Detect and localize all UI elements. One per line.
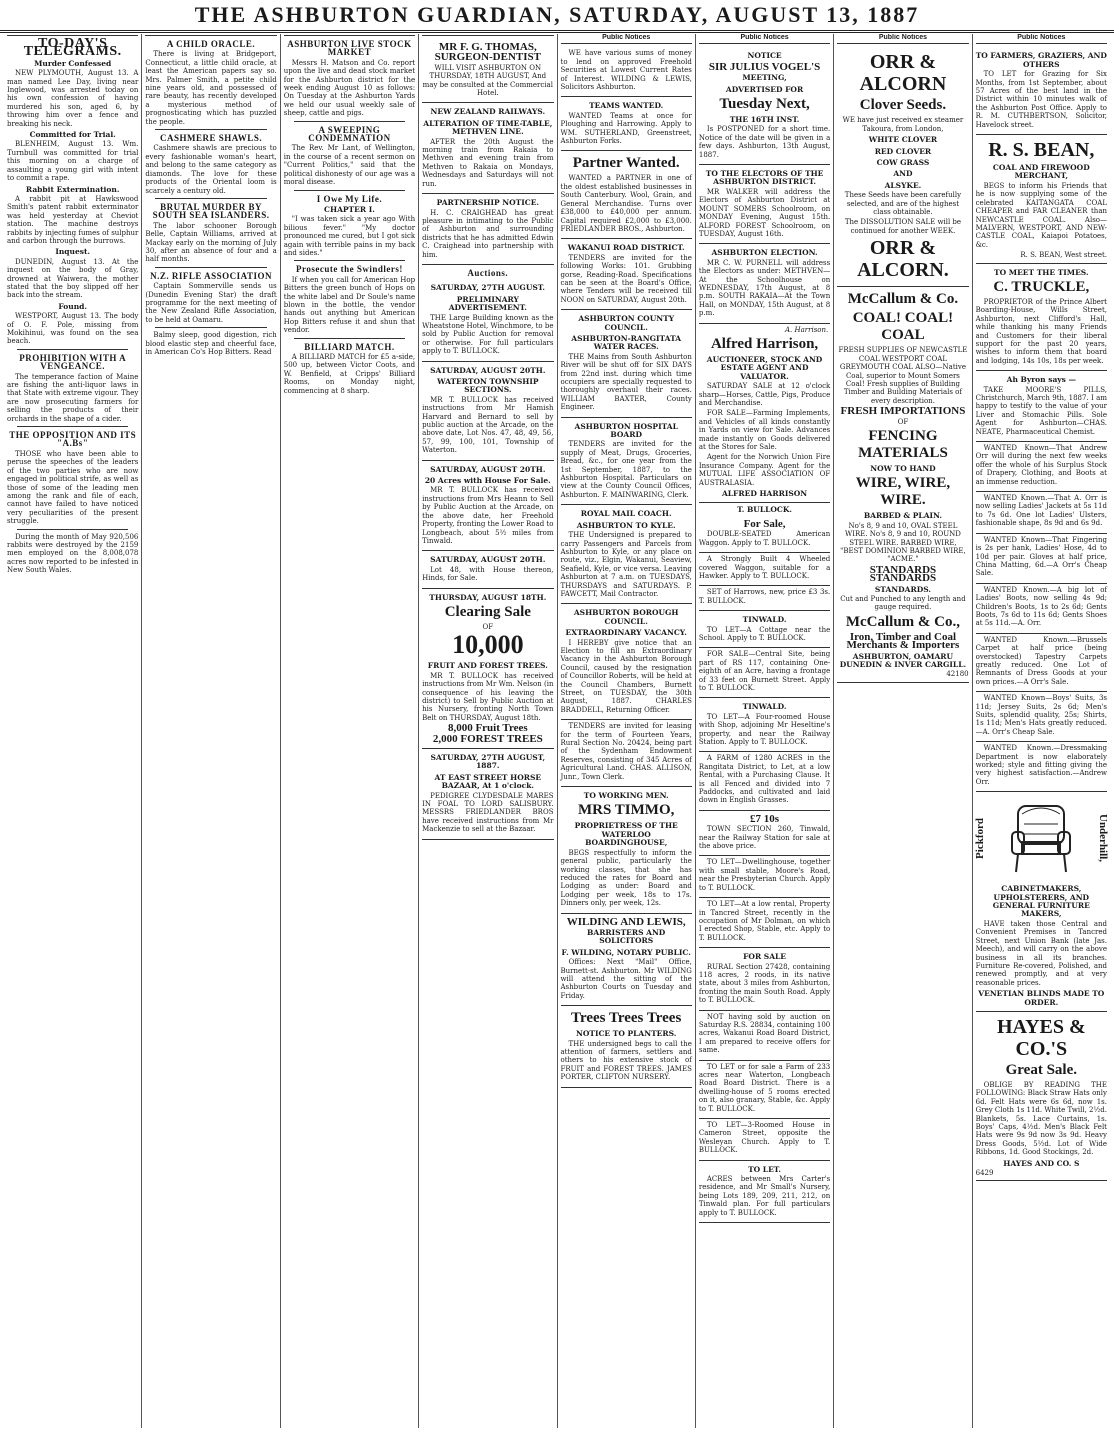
divider [17,426,128,427]
wanted-ad [976,584,1107,634]
pickford-header [973,794,1109,882]
election-ad [699,244,830,323]
ad-title: R. S. BEAN, [988,139,1095,162]
divider [155,198,266,199]
ad-text: MR C. W. PURNELL will address the Electors as under: METHVEN—At the Schoolhouse on WEDNESDAY, 17th August, at 8 p.m. SOUTH RAKAIA—At the Town Hall, on MONDAY, 15th August, at 8 p.m. [698,258,831,318]
ad-title: TO LET. [748,1164,782,1174]
masthead-title: THE ASHBURTON GUARDIAN, SATURDAY, AUGUST 13, 1887 [194,2,920,27]
ad-title: Clearing Sale [444,603,531,620]
column-heading [422,34,553,36]
ad-highlight: 2,000 FOREST TREES [432,732,543,745]
ad-title: Alfred Harrison, [710,335,819,352]
ad-text: SATURDAY SALE at 12 o'clock sharp—Horses, Cattle, Pigs, Produce and Merchandise. [698,382,831,407]
divider [155,267,266,268]
ad-text: STANDARDS. [874,584,931,594]
ad-text: PROPRIETOR of the Prince Albert Boarding-House, Wills Street, Ashburton, next Clifford's Hall, while thanking his many Friends and Customers for their liberal support for the past 20 years, wishes to inform them that board and lodging, 14s 10s, 18s per week. [975,297,1107,365]
seed-item: ALSYKE. [884,180,922,190]
borough-council-ad [561,604,692,720]
masthead [0,0,1114,33]
ad-text: BEGS to inform his Friends that he is now supplying some of the celebrated KAITANGATA COAL CHEAPER and FAR CLEANER than NEWCASTLE COAL. Also—MALVERN, WESTPORT, AND NEW-CASTLE COAL, Kaiapoi Potatoes, &c. [975,181,1107,249]
ad-text: Cut and Punched to any length and gauge required. [840,595,966,612]
article-text: BLENHEIM, August 13. Wm. Turnbull was committed for trial this morning on a charge of assaulting a young girl with intent to commit a rape. [7,140,139,183]
ad-text: MR T. BULLOCK has received instructions from Mrs Heann to Sell by Public Auction at the Arcade, on the above date, her Freehold Property, fronting the Lower Road to Longbeach, about 5½ miles from Tinwald. [422,486,554,545]
ad-subtitle: WIRE, WIRE, WIRE. [855,475,951,509]
ad-text: TENDERS are invited for leasing for the term of Fourteen Years, Rural Section No. 20424, being part of the Sydenham Endowment Reserves, consisting of 345 Acres of Agricultural Land. CHAS. ALLISON, Junr., Town Clerk. [560,722,692,781]
farm-ad [699,752,830,810]
ad-title: TO FARMERS, GRAZIERS, AND OTHERS [975,51,1107,69]
ad-date: SATURDAY, 27TH AUGUST, 1887. [430,753,546,771]
column-7 [834,34,972,1428]
ad-text: Is POSTPONED for a short time. Notice of the date will be given in a few days. Ashburton, 13th August, 1887. [698,125,831,159]
divider [155,327,266,328]
harrison-ad [699,324,830,504]
ad-text: NOT having sold by auction on Saturday R.S. 28834, containing 100 acres, Wakanui Road Board District, I am prepared to receive offers for same. [698,1012,831,1055]
ad-title: For Sale, [743,517,786,530]
ad-text: TENDERS are invited for the following Works: 101. Grubbing gorse, Reading-Road. Specifications can be seen at the Board's Office, where Tenders will be received till NOON on SATURDAY, August 20th. [560,253,692,304]
column-heading [284,34,415,36]
article-heading: Committed for Trial. [29,130,116,140]
column-8 [973,34,1110,1428]
seed-item: COW GRASS [876,158,930,168]
water-races-ad [561,310,692,417]
farm-ad [699,1061,830,1119]
ad-code: 6429 [975,1169,994,1177]
article-text: "I was taken sick a year ago With bilious fever." "My doctor pronounced me cured, but I got sick again with terrible pains in my back and sides." [283,215,416,257]
to-let-ad [699,898,830,948]
ad-text: A FARM of 1280 ACRES in the Rangitata District, to Let, at a low Rental, with a Purchasing Clause. It is all Fenced and divided into 7 Paddocks, and cultivated and laid down in English Grasses. [698,754,831,805]
ad-subtitle: SURGEON-DENTIST [434,51,541,64]
ad-subtitle: PROPRIETRESS OF THE WATERLOO BOARDINGHOUSE, [574,821,678,848]
ad-title: AT EAST STREET HORSE BAZAAR, At 1 o'clock. [434,772,542,791]
ad-text: The DISSOLUTION SALE will be continued for another WEEK. [844,218,962,235]
ad-text: WE have various sums of money to lend on approved Freehold Securities at Lowest Current Rates of Interest. WILDING & LEWIS, Solicitors Ashburton. [560,49,692,92]
column-heading: Public Notices [976,34,1107,44]
article-text: THOSE who have been able to peruse the speeches of the leaders of the two parties who are now engaged in political strife, as well as those of some of the leading men among the rank and file of each, cannot have failed to have noticed very peculiarities of the present struggle. [7,449,139,526]
ad-code: 42180 [946,670,969,679]
vogel-meeting-ad [699,47,830,165]
ad-text: I HEREBY give notice that an Election to fill an Extraordinary Vacancy in the Ashburton Borough Council, caused by the resignation of Councillor Roberts, will be held at the Council Chambers, Burnett Street, on TUESDAY, the 30th August, 1887. CHARLES BRADDELL, Returning Officer. [560,638,692,714]
ad-text: MR T. BULLOCK has received instructions from Mr Wm. Nelson (in consequence of his leaving the district) to Sell by Public Auction at his Nursery, fronting North Town Belt on THURSDAY, August 18th. [422,671,554,722]
article-heading: Inquest. [55,247,91,257]
ad-text: OBLIGE BY READING THE FOLLOWING: Black Straw Hats only 6d. Felt Hats were 6s 6d, now 1s. Grey Cloth 1s 11d. White Twill, 2½d. Blankets, 5s. Lace Curtains, 1s. Boys' Caps, 4½d. Men's Black Felt Hats were 9s 9d now 3s 9d. Heavy Dress Goods, 5½d. Lot of Wide Ribbons, 1d. Good Stockings, 2d. [975,1080,1107,1157]
ad-text: WANTED Known.—That A. Orr is now selling Ladies' Jackets at 5s 11d to 7s 6d. One lot Ladies' Ulsters, fashionable shape, 8s 9d and 6s 9d. [975,494,1107,528]
ad-subtitle: ADVERTISED FOR [725,84,804,94]
ad-subtitle: EXTRAORDINARY VACANCY. [565,628,687,638]
ad-title: ASHBURTON BOROUGH COUNCIL. [573,608,679,626]
ad-price: £7 10s [750,812,780,825]
ad-text: TO LET—A Four-roomed House with Shop, adjoining Mr Heseltine's property, and near the Railway Station. Apply to T. BULLOCK. [698,712,831,746]
article-title: CASHMERE SHAWLS. [160,133,263,144]
ad-text: TENDERS are invited for the supply of Meat, Drugs, Groceries, Bread, &c., for one year from the 1st September, 1887, to the Ashburton Hospital. Particulars on view at the County Council Offices, Ashburton. F. MAINWARING, Clerk. [560,440,692,499]
ad-subtitle: COAL! COAL! COAL [852,310,954,344]
ad-text: TO LET or for sale a Farm of 233 acres near Waterton, Longbeach Road Board District. There is a dwelling-house of 5 rooms erected on it, also granary, Stable, &c. Apply to T. BULLOCK. [698,1062,831,1113]
article-title: Prosecute the Swindlers! [296,264,403,275]
ad-title: ROYAL MAIL COACH. [580,509,672,519]
ad-date: THURSDAY, AUGUST 18TH. [429,592,547,602]
dentist-ad [422,39,553,103]
article-text: A rabbit pit at Hawkswood Smith's patent rabbit exterminator was held yesterday at Cheviot station. The machine destroys rabbits by injecting fumes of sulphur and carbon through the burrows. [7,194,139,245]
ad-title: Pickford [973,817,986,859]
ad-title: McCallum & Co., [845,613,961,630]
for-sale-ad [699,648,830,698]
ad-title: C. TRUCKLE, [993,278,1090,295]
article-heading: Murder Confessed [34,58,112,68]
ad-text: WANTED Teams at once for Ploughing and Harrowing. Apply to WM. SUTHERLAND, Greenstreet, Ashburton Forks. [560,111,692,146]
ad-text: HAVE taken those Central and Convenient Premises in Tancred Street, next Union Bank (late Jas. Meech), and will carry on the above business in all its branches. Furniture Re-covered, Polished, and renewed promptly, and at very reasonable prices. [975,919,1107,987]
ad-title: NEW ZEALAND RAILWAYS. [430,107,546,117]
ad-text: TAKE MOORE'S PILLS, Christchurch, March 9th, 1887. I am happy to testify to the value of your Liver and Stomachic Pills. Sole Agent for Ashburton—CHAS. NEATE, Pharmaceutical Chemist. [975,385,1107,436]
ad-date: THE 16TH INST. [729,115,800,125]
ad-title: 20 Acres with House For Sale. [424,476,551,486]
wanted-ad [976,692,1107,742]
article-title: N.Z. RIFLE ASSOCIATION [150,270,272,281]
bean-ad [976,135,1107,263]
column-heading: Public Notices [699,34,830,44]
ad-title: McCallum & Co. [847,291,959,308]
ad-date: SATURDAY, 27TH AUGUST. [430,283,546,293]
ad-subtitle: FRESH IMPORTATIONS [840,405,966,418]
ad-text: NOW TO HAND [870,463,936,473]
ad-subtitle: FENCING MATERIALS [858,427,948,461]
ad-number: 10,000 [452,630,524,660]
clearing-sale-ad [422,589,553,749]
ad-title: FOR SALE [743,952,787,962]
ad-subtitle: VENETIAN BLINDS MADE TO ORDER. [978,989,1105,1007]
trees-ad [561,1006,692,1087]
article-text: Balmy sleep, good digestion, rich blood elastic step and cheerful face, in American Co's Hop Bitters. Read [145,331,277,356]
ad-highlight: Tuesday Next, [719,96,810,113]
page-columns [4,34,1110,1428]
ad-title: Ah Byron says — [1006,375,1076,385]
electors-ad [699,165,830,244]
ad-text: THE Large Building known as the Wheatstone Hotel, Winchmore, to be sold by Public Auction for removal or otherwise. For full particulars apply to T. BULLOCK. [422,313,554,356]
town-section-ad [699,811,830,857]
ad-subtitle: CABINETMAKERS, UPHOLSTERERS, AND GENERAL FURNITURE MAKERS, [992,884,1090,919]
ad-text: Lot 48, with House thereon, Hinds, for Sale. [422,565,554,583]
ad-title: MR F. G. THOMAS, [438,41,537,53]
ad-subtitle: NOTICE TO PLANTERS. [575,1029,677,1039]
armchair-icon [1006,798,1076,878]
article-text: NEW PLYMOUTH, August 13. A man named Lee Day, living near Inglewood, was arrested today on his own confession of having murdered his son, aged 6, by throwing him over a fence and breaking his neck. [7,69,139,128]
divider [294,338,405,339]
ad-title: PRELIMINARY ADVERTISEMENT. [448,294,527,313]
ad-text: WILL VISIT ASHBURTON ON THURSDAY, 18TH AUGUST, And may be consulted at the Commercial Hotel. [422,63,553,98]
column-3 [281,34,419,1428]
seed-item: RED CLOVER [874,146,932,156]
ad-title: ORR & ALCORN. [857,237,949,282]
ad-text: H. C. CRAIGHEAD has great pleasure in intimating to the Public of Ashburton and surrounding districts that he has admitted Edwin C. Craighead into partnership with him. [422,208,554,259]
for-sale-ad [699,516,830,553]
railways-ad [422,103,553,194]
ad-subtitle: Clover Seeds. [859,97,947,114]
ad-text: AFTER the 20th August the morning train from Rakaia to Methven and evening train from Methven to Rakaia on Mondays, Wednesdays and Saturdays will not run. [422,137,554,188]
ad-title: PARTNERSHIP NOTICE. [436,198,540,208]
ad-signature: R. S. BEAN, West street. [1020,251,1107,260]
partnership-ad [422,194,553,265]
ad-title: WILDING AND LEWIS, [566,915,686,928]
column-heading [145,34,276,36]
ad-subtitle: F. WILDING, NOTARY PUBLIC. [561,947,691,957]
article-title: A SWEEPING CONDEMNATION [308,124,391,144]
ad-pretitle: NOTICE [747,51,782,61]
column-4 [419,34,557,1428]
article-text: There is living at Bridgeport, Connecticut, a little child oracle, at least the American papers say so. Mrs. Palmer Smith, a petite child nine years old, and possessed of rare beauty, has recently developed a mysterious method of prognosticating which has puzzled the people. [145,50,277,126]
auction-ad [422,279,553,361]
ad-text: SET of Harrows, new, price £3 3s. T. BULLOCK. [698,588,831,605]
ad-title: TINWALD. [742,615,787,625]
wanted-ad [976,492,1107,534]
ad-text: WE have just received ex steamer Takoura, from London, [842,116,964,133]
article-text: WESTPORT, August 13. The body of O. F. Pole, missing from Mokihinui, was found on the sea beach. [7,312,139,346]
wanted-ad [976,742,1107,792]
divider [294,121,405,122]
ad-text: WANTED Known.—Dressmaking Department is now elaborately worked; style and fitting giving the very highest satisfaction.—Andrew Orr. [975,744,1107,786]
mail-coach-ad [561,505,692,604]
lease-tender-ad [561,720,692,787]
column-heading: Public Notices [837,34,968,44]
for-sale-ad [699,586,830,611]
auctions-title: Auctions. [467,267,509,278]
ad-text: FOR SALE—Central Site, being part of RS 117, containing One-eighth of an Acre, having a frontage of 33 feet on Burnett Street. Apply to T. BULLOCK. [698,650,831,692]
ad-subtitle: BARRISTERS AND SOLICITORS [587,927,666,946]
article-title: BRUTAL MURDER BY SOUTH SEA ISLANDERS. [152,201,270,221]
ad-title: TO THE ELECTORS OF THE ASHBURTON DISTRICT. [705,169,824,187]
ad-text: BARBED & PLAIN. [863,511,943,521]
article-text: DUNEDIN, August 13. At the inquest on the body of Gray, drowned at Waiwera, the mother stated that the boy slipped off her back into the stream. [7,257,139,300]
ad-signature: HAYES AND CO. S [1003,1158,1080,1168]
ad-subtitle: MEETING, [742,73,787,83]
auction-ad [422,362,553,461]
ad-text: OF [482,622,494,631]
ad-title: ASHBURTON COUNTY COUNCIL. [578,314,675,332]
ad-signature: A. Harrison. [784,325,829,334]
ad-title: Partner Wanted. [572,155,680,172]
column-2 [142,34,280,1428]
ad-subtitle: ASHBURTON TO KYLE. [576,520,676,530]
ad-text: TO LET—3-Roomed House in Cameron Street, opposite the Wesleyan Church. Apply to T. BULLOCK. [698,1121,831,1155]
hayes-ad [976,1012,1107,1181]
telegrams-title: TO-DAY'S TELEGRAMS. [23,36,122,60]
seed-item: AND [893,169,913,179]
ad-text: FOR SALE—Farming Implements, and Vehicles of all kinds constantly in Yards on view for Sale. Advances made instantly on Goods delivered at the Stores for Sale. [698,409,831,452]
article-text: Messrs H. Matson and Co. report upon the live and dead stock market for the Ashburton district for the week ending August 10 as follows: On Tuesday at the Ashburton Yards we held our usual weekly sale of sheep, cattle and pigs. [283,58,416,118]
divider [294,260,405,261]
ad-date: SATURDAY, AUGUST 20TH. [430,464,546,474]
column-5 [558,34,696,1428]
ad-text: A Strongly Built 4 Wheeled covered Waggon, suitable for a Hawker. Apply to T. BULLOCK. [698,555,831,580]
article-title: ASHBURTON LIVE STOCK MARKET [287,39,412,58]
ad-text: RURAL Section 27428, containing 118 acres, 2 roods, in its native state, about 3 miles from Ashburton, fronting the main South Road. Apply to T. BULLOCK. [698,962,831,1005]
divider [17,529,128,530]
ad-title: ASHBURTON HOSPITAL BOARD [574,421,678,440]
to-let-ad [699,1161,830,1223]
ad-text: ASHBURTON, OAMARU DUNEDIN & INVER CARGILL. [839,651,967,670]
wanted-ad [976,634,1107,692]
ad-text: THE Mains from South Ashburton River will be shut off for SIX DAYS from 22nd inst. during which time occupiers are specially requested to thoroughly overhaul their races. WILLIAM BAXTER, County Engineer. [560,352,692,412]
ad-text: No's 8, 9 and 10, OVAL STEEL WIRE. No's 8, 9 and 10, ROUND STEEL WIRE. BARBED WIRE, "BEST DOMINION BARBED WIRE, "ACME." [840,521,966,564]
ad-title: HAYES & CO.'S [996,1015,1086,1060]
article-text: If when you call for American Hop Bitters the green bunch of Hops on the white label and Dr Soule's name blown in the bottle, the vendor hands out anything but American Hop Bitters refuse it and shun that vendor. [283,275,416,335]
wanted-ad [976,534,1107,584]
article-title: PROHIBITION WITH A VENGEANCE. [19,352,127,372]
mccallum-ad [837,287,968,683]
to-let-ad [699,611,830,648]
article-heading: Found. [58,301,88,311]
ad-title: SIR JULIUS VOGEL'S [708,60,821,73]
article-title: THE OPPOSITION AND ITS "A.Bs" [9,430,137,449]
ad-text: DOUBLE-SEATED American Waggon. Apply to T. BULLOCK. [698,530,831,547]
ad-title: TEAMS WANTED. [589,101,664,111]
to-let-ad [699,698,830,752]
teams-ad [561,97,692,151]
ad-text: WANTED Known.—A big lot of Ladies' Boots, now selling 4s 9d; Children's Boots, 1s to 2s 6d; Gents Boots, 7s 6d to 11s 6d; Gents Shoes at 5s 11d.—A. Orr. [975,585,1107,628]
ad-text: MR WALKER will address the Electors of Ashburton District at MOUNT SOMERS Schoolroom, on MONDAY Evening, August 15th. ALFORD FOREST Schoolroom, on TUESDAY, August 16th. [698,187,831,238]
ad-title: Trees Trees Trees [571,1010,682,1027]
pills-ad [976,371,1107,442]
ad-title: ASHBURTON ELECTION. [711,248,818,258]
ad-title: WATERTON TOWNSHIP SECTIONS. [437,377,539,395]
ad-text: WANTED a PARTNER in one of the oldest established businesses in South Canterbury. Wool, Grain, and General Merchandise. Turns over £38,000 to £40,000 per annum. Capital required £2,000 to £3,000. FRIEDLANDER BROS., Ashburton. [560,174,692,233]
to-let-ad [699,856,830,898]
article-text: The temperance faction of Maine are fishing the anti-liquor laws in that State with extreme vigour. They are now prosecuting farmers for selling the products of their orchards in the shape of a cider. [7,372,139,423]
ad-subtitle: Iron, Timber and Coal Merchants & Importers [846,630,960,652]
article-heading: CHAPTER I. [324,204,375,214]
truckle-ad [976,264,1107,372]
ad-subtitle: AUCTIONEER, STOCK AND ESTATE AGENT AND VALUATOR. [706,354,823,381]
ad-subtitle: FRUIT AND FOREST TREES. [427,661,548,671]
ad-subtitle: COAL AND FIREWOOD MERCHANT, [992,163,1090,181]
ad-title: ORR & ALCORN [859,51,947,96]
column-1 [4,34,142,1428]
article-text: Captain Sommerville sends us (Dunedin Evening Star) the draft programme for the next meeting of the New Zealand Rifle Association, to be held at Oamaru. [145,282,277,324]
article-text: Cashmere shawls are precious to every fashionable woman's heart, and belong to the same category as diamonds. The love for these products of the Oriental loom is scarcely a century old. [145,144,277,195]
ad-highlight: 8,000 Fruit Trees [447,722,528,735]
offers-ad [699,1011,830,1061]
for-sale-ad [699,948,830,1010]
auction-ad [422,461,553,552]
ad-text: WANTED Known—That Andrew Orr will during the next few weeks offer the whole of his Surplus Stock of Drapery, Clothing, and Boots at an immense reduction. [975,444,1107,486]
ad-signature: ALFRED HARRISON [721,489,808,499]
divider [17,349,128,350]
article-title: I Owe My Life. [316,193,383,204]
ad-title: TINWALD. [742,702,787,712]
pickford-ad [973,792,1109,1012]
ad-text: Agent for the Norwich Union Fire Insurance Company. Agent for the MUTUAL LIFE ASSOCIATION OF AUSTRALASIA. [698,453,831,487]
article-text: A BILLIARD MATCH for £5 a-side, 500 up, between Victor Coots, and W. Benfield, at Cripps' Billiard Rooms, on Monday night, commencing at 8 sharp. [283,353,416,395]
article-heading: Rabbit Extermination. [25,184,120,194]
wanted-ad [976,442,1107,492]
article-text: The Rev. Mr Lant, of Wellington, in the course of a recent sermon on "Current Politics," said that the political dishonesty of our age was a moral disease. [283,144,416,187]
ad-text: FRESH SUPPLIES OF NEWCASTLE COAL WESTPORT COAL GREYMOUTH COAL ALSO—Native Coal, superior to Mount Somers Coal! Fresh supplies of Building Timber and Building Materials of every description. [838,346,968,405]
ad-text: TO LET—Dwellinghouse, together with small stable, Moore's Road, near the Presbyterian Church. Apply to T. BULLOCK. [698,858,831,892]
ad-subtitle: ASHBURTON-RANGITATA WATER RACES. [571,333,682,352]
ad-text: BEGS respectfully to inform the general public, particularly the working classes, that she has reduced the rates for Board and Lodging as under: Board and Lodging per week, 18s to 17s. Dinners only, per week, 12s. [560,848,692,908]
section-title: T. BULLOCK. [737,505,793,515]
ad-text: ACRES between Mrs Carter's residence, and Mr Small's Nursery, being Lots 189, 209, 211, 212, on Tinwald plan. For full particulars apply to T. BULLOCK. [698,1175,831,1217]
ad-title: Underhill, [1097,814,1109,863]
ad-title: WAKANUI ROAD DISTRICT. [567,243,685,253]
orr-alcorn-ad [837,47,968,287]
divider [155,129,266,130]
partner-ad [561,151,692,239]
ad-text: TOWN SECTION 260, Tinwald, near the Railway Station for sale at the above price. [698,825,831,851]
boardinghouse-ad [561,787,692,913]
to-let-ad [699,1119,830,1161]
ad-subtitle: STANDARDS STANDARDS [869,563,937,585]
ad-text: OF [897,417,909,426]
ad-text: Offices: Next "Mail" Office, Burnett-st. Ashburton. Mr WILDING will attend the sitting of the Ashburton Courts on Tuesday and Friday. [560,958,692,1000]
grazing-ad [976,47,1107,135]
ad-text: THE undersigned begs to call the attention of farmers, settlers and others to his extensive stock of FRUIT and FOREST TREES. JAMES PORTER, CLIFTON NURSERY. [560,1039,692,1082]
ad-text: These Seeds have been carefully selected, and are of the highest class obtainable. [844,191,962,217]
ad-text: TO LET for Grazing for Six Months, from 1st September, about 57 Acres of the best land in the District within 10 minutes walk of the Ashburton Post Office. Apply to R. M. CUTHBERTSON, Solicitor, Havelock street. [975,70,1107,129]
ad-text: MR T. BULLOCK has received instructions from Mr Hamish Harvard and Bernard to sell by public auction at the Arcade, on the above date, Lot Nos. 47, 48, 49, 56, 57, 99, 100, 101, Township of Waterton. [422,395,554,455]
ad-date: SATURDAY, AUGUST 20TH. [430,365,546,375]
article-title: BILLIARD MATCH. [304,341,395,352]
article-title: A CHILD ORACLE. [166,39,256,49]
column-heading: Public Notices [561,34,692,44]
for-sale-ad [699,553,830,586]
solicitors-ad [561,914,692,1007]
divider [294,190,405,191]
seed-item: WHITE CLOVER [868,135,938,145]
ad-text: TO LET—At a low rental, Property in Tancred Street, recently in the occupation of Mr Dolman, on which I erected Shop, Stable, etc. Apply to T. BULLOCK. [698,900,831,942]
ad-subtitle: Great Sale. [1005,1061,1077,1078]
ad-title: MRS TIMMO, [577,802,675,819]
ad-pretitle: TO WORKING MEN. [583,791,669,801]
auction-ad [422,749,553,840]
column-6 [696,34,834,1428]
ad-pretitle: TO MEET THE TIMES. [994,267,1089,277]
ad-date: SATURDAY, AUGUST 20TH. [430,555,546,565]
auction-ad [422,551,553,588]
ad-text: THE Undersigned is prepared to carry Passengers and Parcels from Ashburton to Kyle, or any place on route, viz., Elgin, Wakanui, Seaview, Seafield, Kyle, or vice versa. Leaving Ashburton at 7 a.m. on TUESDAYS, THURSDAYS and SATURDAYS. P. FAWCETT, Mail Contractor. [560,531,692,598]
ad-text: WANTED Known—That Fingering is 2s per hank, Ladies' Hose, 4d to 10d per pair. Gloves at half price, China Matting, 6d.—A Orr's Cheap Sale. [975,535,1107,578]
road-district-ad [561,239,692,310]
article-text: The labor schooner Borough Belle, Captain Williams, arrived at Mackay early on the morning of July 30, after an absence of four and a half months. [145,221,277,264]
hospital-ad [561,418,692,506]
ad-subtitle: ALTERATION OF TIME-TABLE, METHVEN LINE. [423,118,553,137]
ad-text: WANTED Known.—Brussels Carpet at half price (being overstocked) Tapestry Carpets greatly reduced. One Lot of Remnants of Dress Goods at your own prices.—A Orr's Sale. [975,635,1107,686]
ad-text: WANTED Known—Boys' Suits, 3s 11d; Jersey Suits, 2s 6d; Men's Suits, splendid quality, 25s; Shirts, 1s 11d; Men's Hats greatly reduced.—A. Orr's Cheap Sale. [975,694,1107,736]
article-text: During the month of May 920,506 rabbits were destroyed by the 2159 men employed on the 8,008,078 acres now reported to be infested in New South Wales. [7,532,139,575]
ad-text: TO LET—A Cottage near the School. Apply to T. BULLOCK. [698,625,831,642]
loan-ad [561,47,692,97]
ad-text: PEDIGREE CLYDESDALE MARES IN FOAL TO LORD SALISBURY. MESSRS FRIEDLANDER BROS have received instructions from Mr Mackenzie to sell at the Bazaar. [422,791,554,834]
